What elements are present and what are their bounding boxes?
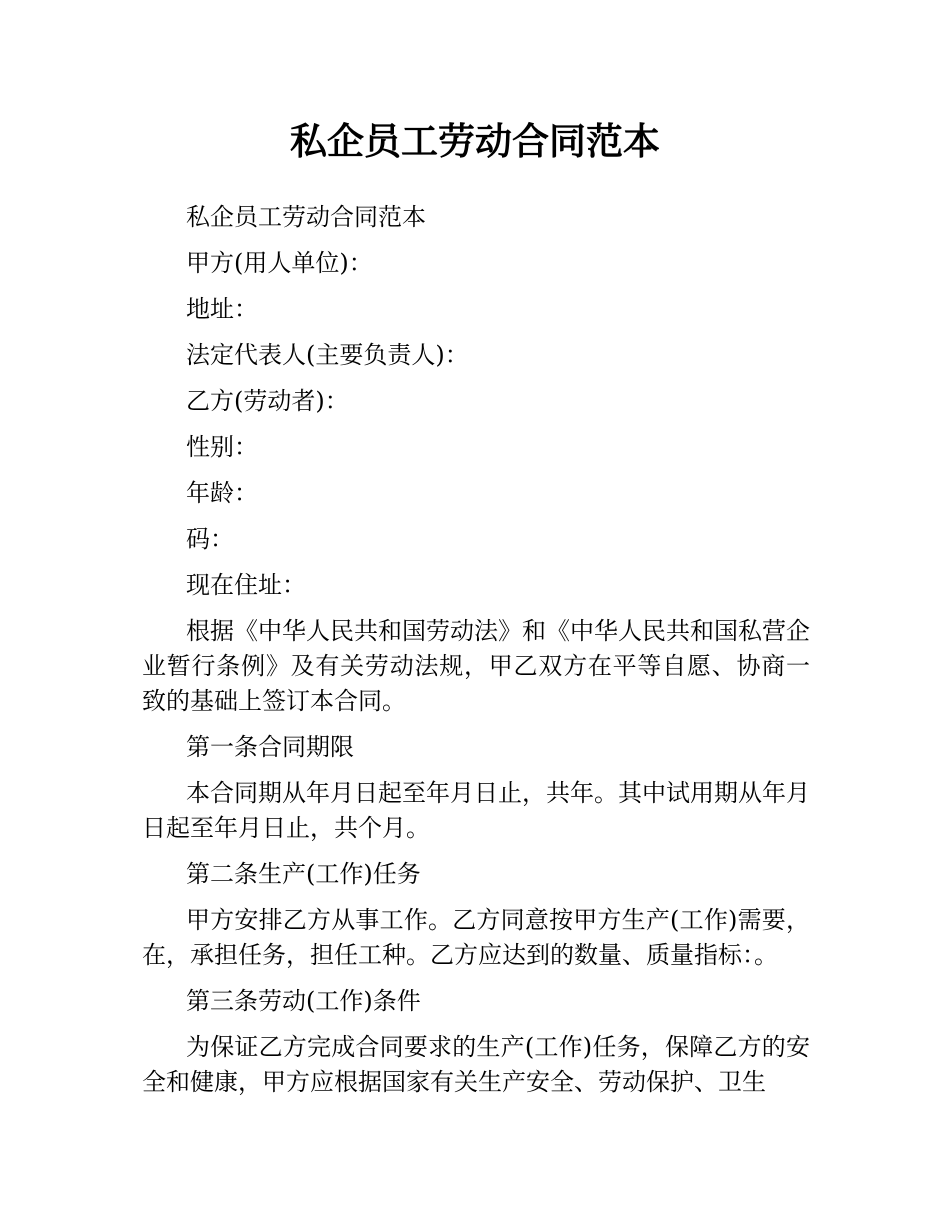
paragraph-current-address: 现在住址： [186, 571, 306, 599]
paragraph-age: 年龄： [186, 479, 258, 507]
paragraph-id-code: 码： [186, 525, 234, 553]
paragraph-preamble: 根据《中华人民共和国劳动法》和《中华人民共和国私营企业暂行条例》及有关劳动法规，甲乙双方在平等自愿、协商一致的基础上签订本合同。 [142, 617, 810, 715]
paragraph-address: 地址： [186, 295, 258, 323]
document-title: 私企员工劳动合同范本 [290, 120, 660, 163]
paragraph-article-3: 为保证乙方完成合同要求的生产(工作)任务，保障乙方的安全和健康，甲方应根据国家有关生产安全、劳动保护、卫生 [142, 1033, 810, 1096]
heading-article-3: 第三条劳动(工作)条件 [186, 987, 421, 1015]
paragraph-article-1: 本合同期从年月日起至年月日止，共年。其中试用期从年月日起至年月日止，共个月。 [142, 779, 810, 842]
paragraph-gender: 性别： [186, 433, 258, 461]
paragraph-party-b: 乙方(劳动者)： [186, 387, 349, 415]
heading-article-2: 第二条生产(工作)任务 [186, 860, 421, 888]
paragraph-party-a: 甲方(用人单位)： [186, 249, 373, 277]
paragraph-article-2: 甲方安排乙方从事工作。乙方同意按甲方生产(工作)需要，在，承担任务，担任工种。乙方应达到的数量、质量指标：。 [142, 906, 810, 969]
paragraph-subtitle: 私企员工劳动合同范本 [186, 203, 426, 231]
document-body [142, 200, 810, 1111]
paragraph-legal-representative: 法定代表人(主要负责人)： [186, 341, 469, 369]
heading-article-1: 第一条合同期限 [186, 733, 354, 761]
